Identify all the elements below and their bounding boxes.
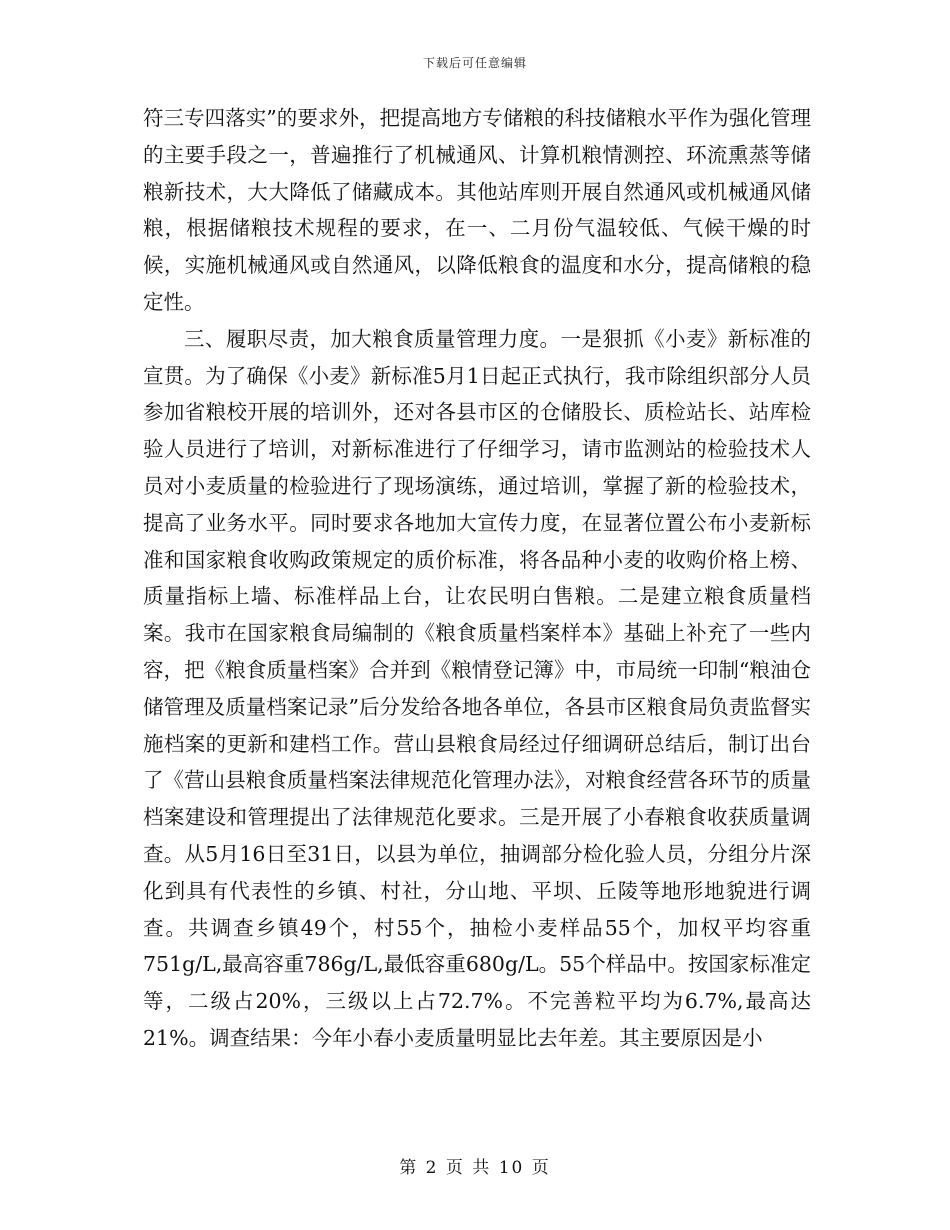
paragraph-1: 符三专四落实”的要求外，把提高地方专储粮的科技储粮水平作为强化管理的主要手段之一，普遍推行了机械通风、计算机粮情测控、环流熏蒸等储粮新技术，大大降低了储藏成本。其他站库则开展自然通风或机械通风储粮，根据储粮技术规程的要求，在一、二月份气温较低、气候干燥的时候，实施机械通风或自然通风，以降低粮食的温度和水分，提高储粮的稳定性。: [143, 106, 811, 314]
document-body: [143, 100, 811, 1057]
page-footer: 第 2 页 共 10 页: [399, 1158, 551, 1178]
page-header: 下载后可任意编辑: [422, 56, 527, 70]
paragraph-2: 三、履职尽责，加大粮食质量管理力度。一是狠抓《小麦》新标准的宣贯。为了确保《小麦》新标准5月1日起正式执行，我市除组织部分人员参加省粮校开展的培训外，还对各县市区的仓储股长、质检站长、站库检验人员进行了培训，对新标准进行了仔细学习，请市监测站的检验技术人员对小麦质量的检验进行了现场演练，通过培训，掌握了新的检验技术，提高了业务水平。同时要求各地加大宣传力度，在显著位置公布小麦新标准和国家粮食收购政策规定的质价标准，将各品种小麦的收购价格上榜、质量指标上墙、标准样品上台，让农民明白售粮。二是建立粮食质量档案。我市在国家粮食局编制的《粮食质量档案样本》基础上补充了一些内容，把《粮食质量档案》合并到《粮情登记簿》中，市局统一印制“粮油仓储管理及质量档案记录”后分发给各地各单位，各县市区粮食局负责监督实施档案的更新和建档工作。营山县粮食局经过仔细调研总结后，制订出台了《营山县粮食质量档案法律规范化管理办法》，对粮食经营各环节的质量档案建设和管理提出了法律规范化要求。三是开展了小春粮食收获质量调查。从5月16日至31日，以县为单位，抽调部分检化验人员，分组分片深化到具有代表性的乡镇、村社，分山地、平坝、丘陵等地形地貌进行调查。共调查乡镇49个，村55个，抽检小麦样品55个，加权平均容重751g/L,最高容重786g/L,最低容重680g/L。55个样品中。按国家标准定等，二级占20%，三级以上占72.7%。不完善粒平均为6.7%,最高达21%。调查结果：今年小春小麦质量明显比去年差。其主要原因是小: [143, 326, 811, 1050]
